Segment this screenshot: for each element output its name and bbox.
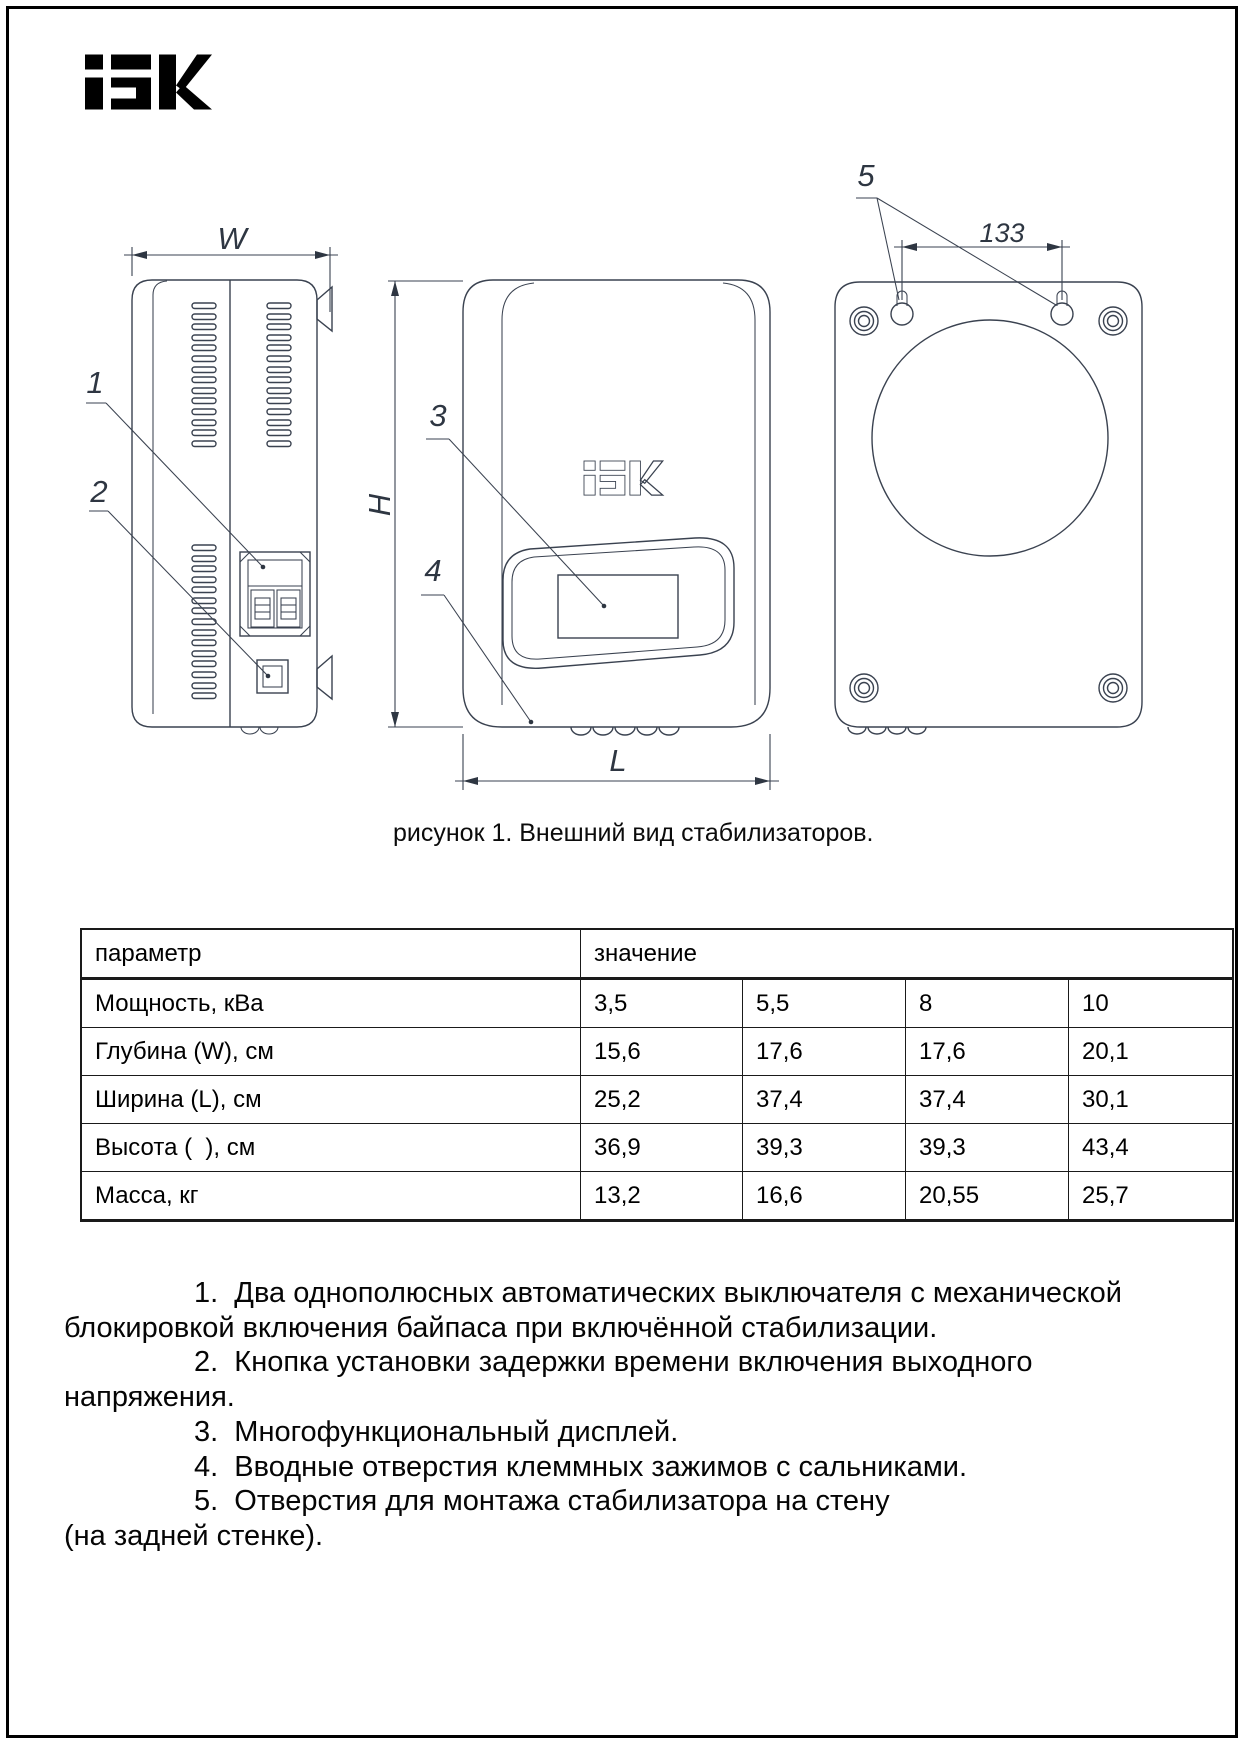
note-1-line-2: блокировкой включения байпаса при включённой стабилизации. xyxy=(64,1311,938,1344)
cell: 25,2 xyxy=(581,1076,743,1124)
row-label: Высота ( ), см xyxy=(81,1124,581,1172)
callout-3: 3 xyxy=(429,398,447,433)
note-5-line-2: (на задней стенке). xyxy=(64,1519,324,1552)
delay-button xyxy=(257,660,288,693)
cell: 39,3 xyxy=(743,1124,906,1172)
cell: 15,6 xyxy=(581,1028,743,1076)
stabilizer-drawing xyxy=(0,0,1244,810)
note-1-line-1: 1. Два однополюсных автоматических выключателя с механической xyxy=(194,1277,1122,1309)
cell: 36,9 xyxy=(581,1124,743,1172)
row-label: Глубина (W), см xyxy=(81,1028,581,1076)
table-row xyxy=(81,1028,1233,1076)
callout-5: 5 xyxy=(857,158,875,193)
dimension-l xyxy=(455,734,779,790)
cell: 43,4 xyxy=(1069,1124,1234,1172)
display-screen xyxy=(558,575,678,638)
cell: 20,55 xyxy=(906,1172,1069,1221)
dimension-133 xyxy=(894,218,1070,300)
cable-glands xyxy=(571,727,679,735)
note-3-line-1: 3. Многофункциональный дисплей. xyxy=(194,1415,679,1448)
callout-2: 2 xyxy=(90,474,108,509)
legend-notes xyxy=(64,1276,1194,1554)
cable-glands-back xyxy=(848,727,926,734)
table-header-row xyxy=(81,929,1233,979)
note-2-line-1: 2. Кнопка установки задержки времени включения выходного xyxy=(194,1346,1033,1379)
back-view xyxy=(835,158,1142,734)
display-panel xyxy=(503,538,734,668)
header-value: значение xyxy=(581,929,1234,979)
cell: 25,7 xyxy=(1069,1172,1234,1221)
figure-caption: рисунок 1. Внешний вид стабилизаторов. xyxy=(393,819,874,847)
callout-4: 4 xyxy=(424,553,442,588)
note-4-line-1: 4. Вводные отверстия клеммных зажимов с сальниками. xyxy=(194,1450,968,1483)
note-5-line-1: 5. Отверстия для монтажа стабилизатора на стену xyxy=(194,1485,890,1518)
side-foot xyxy=(260,727,278,734)
dimension-w xyxy=(124,221,338,312)
table-row xyxy=(81,1124,1233,1172)
cell: 8 xyxy=(906,979,1069,1028)
vent-circle xyxy=(872,320,1108,556)
row-label: Масса, кг xyxy=(81,1172,581,1221)
spec-table xyxy=(80,928,1234,1222)
table-row xyxy=(81,1172,1233,1221)
front-panel-logo-icon xyxy=(584,461,663,495)
dim-133-label: 133 xyxy=(979,218,1025,248)
row-label: Мощность, кВа xyxy=(81,979,581,1028)
table-row xyxy=(81,979,1233,1028)
table-row xyxy=(81,1076,1233,1124)
cell: 17,6 xyxy=(743,1028,906,1076)
cell: 39,3 xyxy=(906,1124,1069,1172)
note-2-line-2: напряжения. xyxy=(64,1381,235,1414)
breaker-block xyxy=(240,552,310,636)
dim-w-label: W xyxy=(217,221,247,256)
corner-screws xyxy=(850,307,1127,702)
cell: 37,4 xyxy=(906,1076,1069,1124)
cell: 20,1 xyxy=(1069,1028,1234,1076)
vent-slots xyxy=(192,303,291,699)
dim-l-label: L xyxy=(609,743,627,778)
cell: 13,2 xyxy=(581,1172,743,1221)
cell: 17,6 xyxy=(906,1028,1069,1076)
cell: 16,6 xyxy=(743,1172,906,1221)
side-view xyxy=(86,221,338,734)
wall-tab-bottom xyxy=(317,656,332,699)
cell: 30,1 xyxy=(1069,1076,1234,1124)
cell: 37,4 xyxy=(743,1076,906,1124)
header-param: параметр xyxy=(81,929,581,979)
cell: 10 xyxy=(1069,979,1234,1028)
callout-1: 1 xyxy=(86,365,104,400)
dimension-h xyxy=(362,281,463,727)
side-foot xyxy=(241,727,259,734)
front-view xyxy=(362,280,779,790)
cell: 5,5 xyxy=(743,979,906,1028)
row-label: Ширина (L), см xyxy=(81,1076,581,1124)
cell: 3,5 xyxy=(581,979,743,1028)
dim-h-label: H xyxy=(362,493,397,517)
